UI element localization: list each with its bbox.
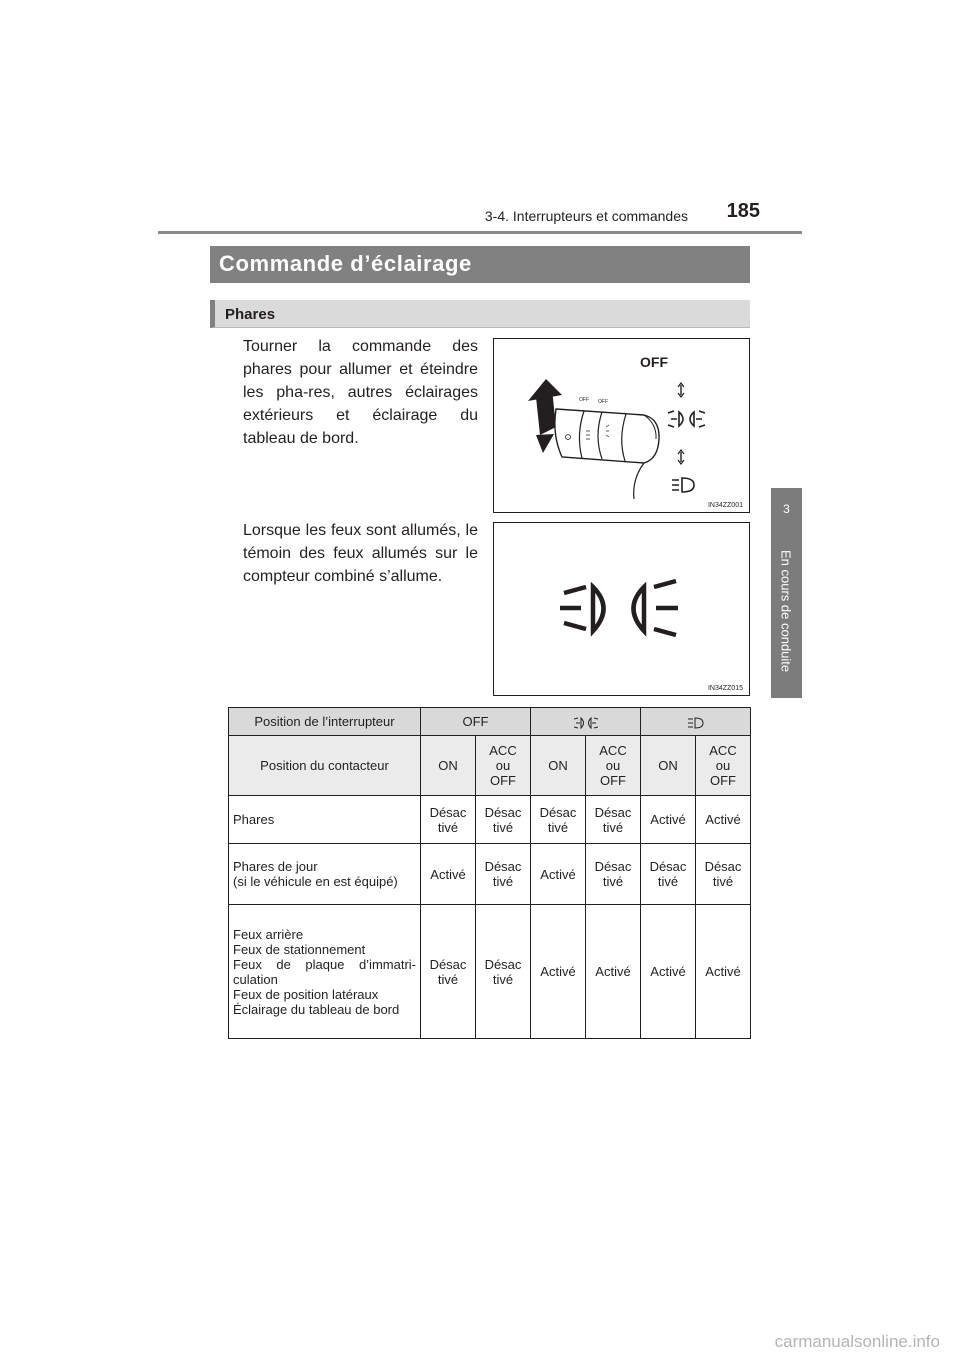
table-row [229, 844, 751, 905]
off-position-label: OFF [640, 354, 668, 370]
headlight-switch-lever-icon [494, 339, 749, 512]
ignition-cell: ACC ou OFF [476, 736, 531, 796]
ignition-cell: ON [421, 736, 476, 796]
table-cell: Désac tivé [586, 844, 641, 905]
svg-text:OFF: OFF [579, 397, 589, 403]
switch-position-row [229, 708, 751, 736]
svg-text:OFF: OFF [598, 399, 608, 405]
subsection-title: Phares [225, 306, 276, 323]
section-title: Commande d’éclairage [219, 251, 472, 276]
ignition-position-label: Position du contacteur [229, 736, 421, 796]
table-cell: Activé [586, 905, 641, 1039]
ignition-cell: ACC ou OFF [696, 736, 751, 796]
ignition-cell: ON [641, 736, 696, 796]
table-cell: Désac tivé [421, 796, 476, 844]
table-cell: Activé [531, 844, 586, 905]
low-beam-icon [688, 717, 704, 729]
headlight-indicator-icon [494, 523, 749, 695]
paragraph-indicator: Lorsque les feux sont allumés, le témoin des feux allumés sur le compteur combiné s’allume. [243, 522, 478, 585]
headlights-icon [574, 717, 598, 729]
table-cell: Activé [696, 796, 751, 844]
table-cell: Activé [696, 905, 751, 1039]
table-cell: Activé [641, 905, 696, 1039]
watermark: carmanualsonline.info [774, 1332, 940, 1351]
row-label: Phares [229, 796, 421, 844]
low-beam-icon [672, 478, 694, 492]
headlights-icon [668, 411, 705, 427]
figure-headlight-indicator [493, 522, 750, 696]
table-cell: Désac tivé [531, 796, 586, 844]
table-row [229, 796, 751, 844]
header-rule [158, 231, 802, 234]
table-cell: Activé [421, 844, 476, 905]
table-cell: Désac tivé [586, 796, 641, 844]
subsection-title-bar [210, 300, 750, 328]
switch-position-low-beam [641, 708, 751, 736]
figure-code: IN34ZZ015 [707, 685, 743, 692]
page-number: 185 [726, 200, 760, 222]
section-reference: 3-4. Interrupteurs et commandes [484, 208, 688, 224]
chapter-number: 3 [783, 502, 790, 516]
ignition-cell: ON [531, 736, 586, 796]
lighting-table [228, 707, 751, 1039]
chapter-label: En cours de conduite [778, 549, 794, 673]
table-cell: Désac tivé [696, 844, 751, 905]
row-label: Phares de jour (si le véhicule en est équipé) [229, 844, 421, 905]
table-cell: Désac tivé [476, 844, 531, 905]
table-cell: Désac tivé [641, 844, 696, 905]
table-cell: Désac tivé [476, 905, 531, 1039]
section-title-bar [210, 246, 750, 283]
ignition-cell: ACC ou OFF [586, 736, 641, 796]
table-cell: Activé [641, 796, 696, 844]
table-cell: Désac tivé [476, 796, 531, 844]
switch-position-off: OFF [421, 708, 531, 736]
figure-headlight-switch [493, 338, 750, 513]
switch-position-headlights [531, 708, 641, 736]
ignition-position-row [229, 736, 751, 796]
figure-code: IN34ZZ001 [707, 502, 743, 509]
table-cell: Désac tivé [421, 905, 476, 1039]
switch-position-label: Position de l’interrupteur [229, 708, 421, 736]
chapter-tab [771, 488, 802, 698]
table-cell: Activé [531, 905, 586, 1039]
paragraph-switch-operation: Tourner la commande des phares pour allumer et éteindre les pha-res, autres éclairages extérieurs et éclairage du tableau de bord. [243, 338, 478, 447]
table-row [229, 905, 751, 1039]
row-label: Feux arrière Feux de stationnement Feux de plaque d’immatri-culation Feux de position latéraux Éclairage du tableau de bord [229, 905, 421, 1039]
